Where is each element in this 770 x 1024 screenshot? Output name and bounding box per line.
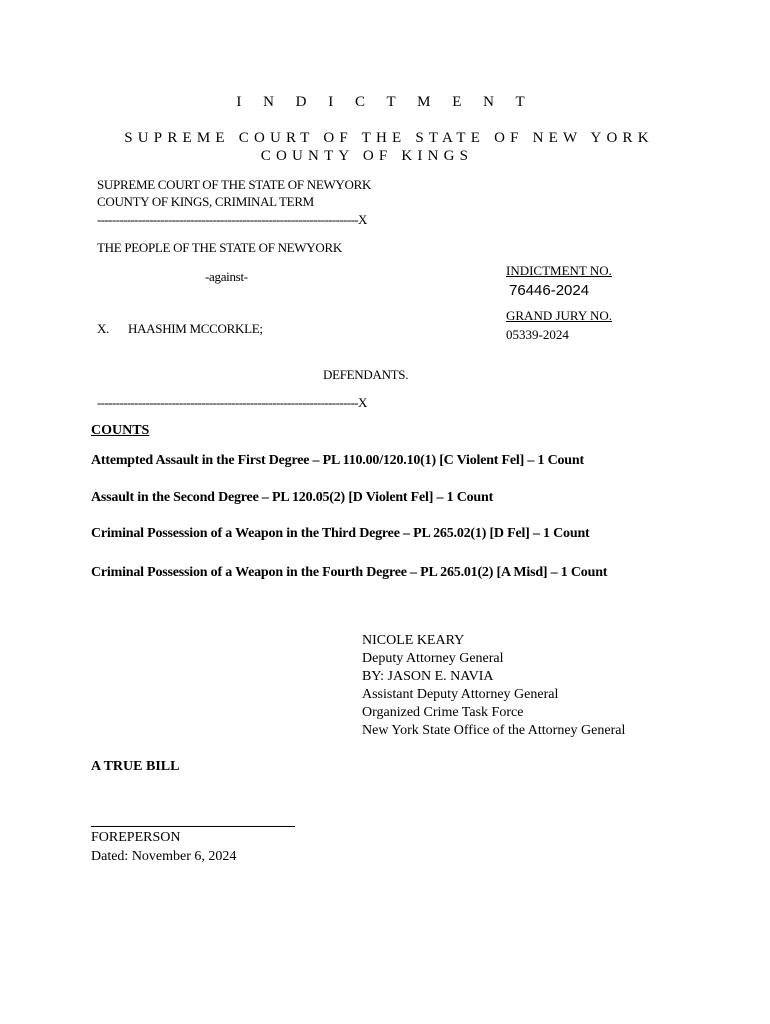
caption-court-line2: COUNTY OF KINGS, CRIMINAL TERM — [97, 194, 314, 209]
grand-jury-number: 05339-2024 — [506, 327, 569, 342]
signature-line: BY: JASON E. NAVIA — [362, 669, 494, 684]
caption-separator-top: ----------------------------------------------------------------------X — [97, 212, 367, 227]
signature-line: Assistant Deputy Attorney General — [362, 687, 559, 702]
defendant-marker: X. — [97, 321, 110, 336]
dated-line: Dated: November 6, 2024 — [91, 849, 237, 864]
counts-heading: COUNTS — [91, 423, 150, 438]
caption-separator-bottom: ----------------------------------------------------------------------X — [97, 395, 367, 410]
count-item: Attempted Assault in the First Degree – PL 110.00/120.10(1) [C Violent Fel] – 1 Count — [91, 453, 584, 468]
court-heading-line1: SUPREME COURT OF THE STATE OF NEW YORK — [124, 130, 654, 146]
signature-line: Deputy Attorney General — [362, 651, 504, 666]
signature-line: Organized Crime Task Force — [362, 705, 524, 720]
caption-against: -against- — [205, 269, 248, 284]
foreperson-signature-line — [91, 826, 295, 827]
signature-block — [362, 632, 625, 740]
count-item: Criminal Possession of a Weapon in the Fourth Degree – PL 265.01(2) [A Misd] – 1 Count — [91, 565, 608, 580]
count-item: Assault in the Second Degree – PL 120.05(2) [D Violent Fel] – 1 Count — [91, 490, 494, 505]
true-bill-label: A TRUE BILL — [91, 759, 180, 774]
court-heading-line2: COUNTY OF KINGS — [260, 148, 474, 164]
count-item: Criminal Possession of a Weapon in the Third Degree – PL 265.02(1) [D Fel] – 1 Count — [91, 526, 590, 541]
defendant-name: HAASHIM MCCORKLE; — [128, 321, 263, 336]
caption-people: THE PEOPLE OF THE STATE OF NEWYORK — [97, 240, 342, 255]
grand-jury-number-label: GRAND JURY NO. — [506, 308, 613, 323]
foreperson-label: FOREPERSON — [91, 830, 181, 845]
defendants-label: DEFENDANTS. — [323, 367, 409, 382]
signature-line: New York State Office of the Attorney General — [362, 723, 626, 738]
indictment-number-label: INDICTMENT NO. — [506, 263, 612, 278]
indictment-number: 76446-2024 — [509, 282, 590, 299]
caption-court-line1: SUPREME COURT OF THE STATE OF NEWYORK — [97, 177, 372, 192]
signature-line: NICOLE KEARY — [362, 633, 465, 648]
document-title: I N D I C T M E N T — [236, 94, 534, 110]
